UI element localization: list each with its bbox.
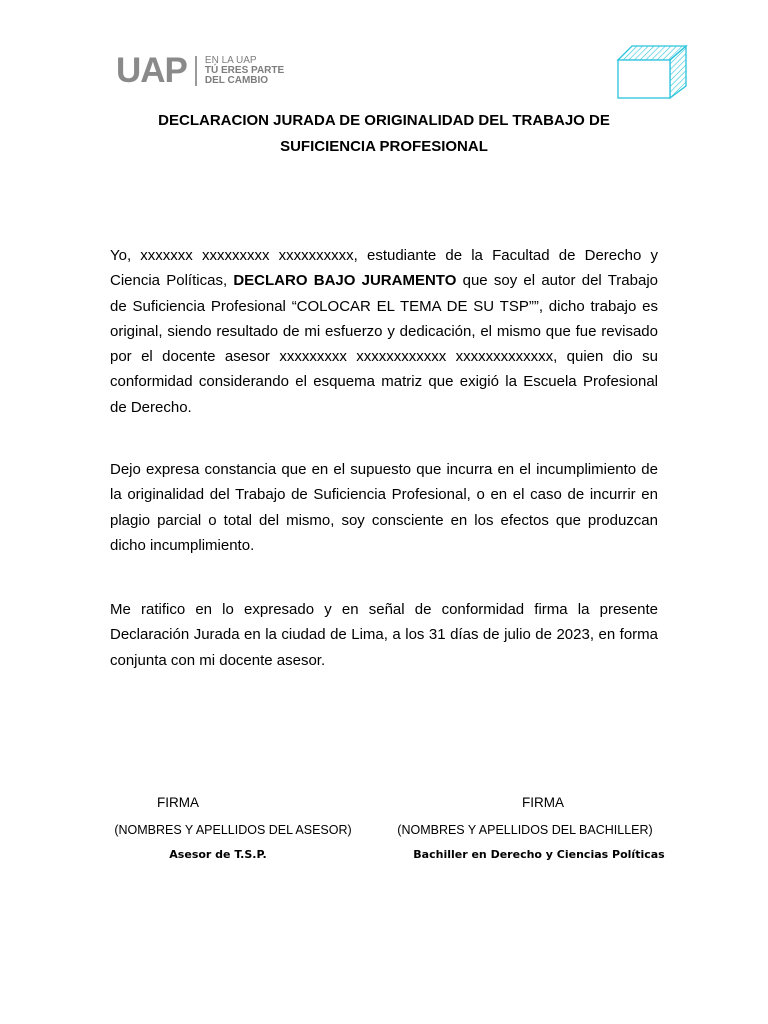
tagline-line-3: DEL CAMBIO bbox=[204, 75, 269, 86]
bachelor-role: Bachiller en Derecho y Ciencias Políticas bbox=[413, 848, 665, 861]
title-line-2: SUFICIENCIA PROFESIONAL bbox=[280, 138, 488, 155]
tagline-line-2: TÚ ERES PARTE bbox=[204, 65, 285, 76]
document-title bbox=[0, 108, 768, 160]
bachelor-names-placeholder: (NOMBRES Y APELLIDOS DEL BACHILLER) bbox=[397, 823, 653, 837]
tagline-line-1: EN LA UAP bbox=[204, 55, 257, 66]
paragraph1-text-b: que soy el autor del Trabajo de Suficiencia Profesional “COLOCAR EL TEMA DE SU TSP””, dicho trabajo es original, siendo resultado de mi esfuerzo y dedicación, el mismo que fue revisado por el docente asesor xxxxxxxxx xxxxxxxxxxxx xxxxxxxxxxxxx, quien dio su conformidad considerando el esquema matriz que exigió la Escuela Profesional de Derecho. bbox=[110, 272, 659, 416]
logo-mark: UAP bbox=[116, 51, 187, 90]
bachelor-firma-label: FIRMA bbox=[522, 795, 564, 810]
paragraph1-bold-text: DECLARO BAJO JURAMENTO bbox=[233, 272, 457, 290]
advisor-firma-label: FIRMA bbox=[157, 795, 199, 810]
title-line-1: DECLARACION JURADA DE ORIGINALIDAD DEL TRABAJO DE bbox=[158, 112, 610, 129]
cube-icon bbox=[616, 44, 688, 100]
logo-tagline bbox=[205, 56, 284, 86]
paragraph1-text-a: Yo, xxxxxxx xxxxxxxxx xxxxxxxxxx, estudiante de la Facultad de Derecho y Ciencia Políticas, bbox=[110, 247, 658, 290]
advisor-names-placeholder: (NOMBRES Y APELLIDOS DEL ASESOR) bbox=[114, 823, 352, 837]
paragraph-ratification: Me ratifico en lo expresado y en señal de conformidad firma la presente Declaración Jurada en la ciudad de Lima, a los 31 días de julio de 2023, en forma conjunta con mi docente asesor. bbox=[110, 601, 658, 669]
paragraph-declaration bbox=[110, 243, 658, 420]
advisor-role: Asesor de T.S.P. bbox=[169, 848, 267, 861]
logo-separator bbox=[195, 56, 197, 86]
uap-logo bbox=[116, 51, 285, 90]
paragraph-constancy: Dejo expresa constancia que en el supuesto que incurra en el incumplimiento de la originalidad del Trabajo de Suficiencia Profesional, o en el caso de incurrir en plagio parcial o total del mismo, soy consciente en los efectos que produzcan dicho incumplimiento. bbox=[110, 461, 658, 554]
